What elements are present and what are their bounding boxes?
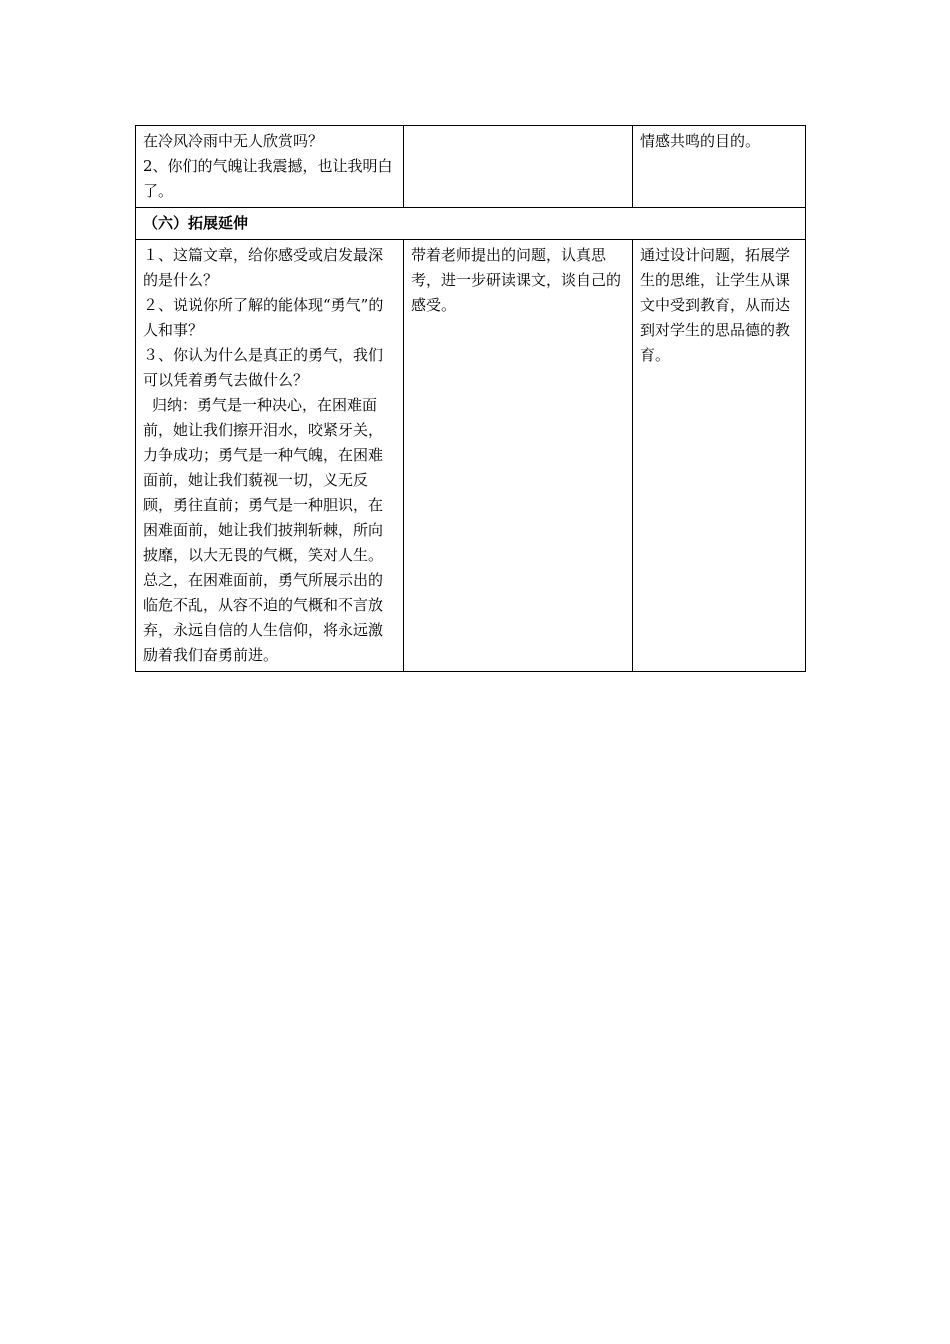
question-item: １、这篇文章，给你感受或启发最深的是什么？ bbox=[143, 246, 384, 289]
cell-text: 带着老师提出的问题，认真思考，进一步研读课文，谈自己的感受。 bbox=[411, 246, 622, 314]
student-activity-cell bbox=[404, 240, 633, 672]
table-row bbox=[136, 240, 806, 672]
cell-text: 2、你们的气魄让我震撼，也让我明白了。 bbox=[143, 157, 393, 200]
table-row bbox=[136, 126, 806, 208]
question-item: ２、说说你所了解的能体现“勇气”的人和事？ bbox=[143, 296, 384, 339]
lesson-plan-table bbox=[135, 125, 806, 672]
cell-text: 通过设计问题，拓展学生的思维，让学生从课文中受到教育，从而达到对学生的思品德的教育。 bbox=[640, 246, 791, 364]
summary-paragraph: 归纳：勇气是一种决心，在困难面前，她让我们擦开泪水，咬紧牙关，力争成功；勇气是一种气魄，在困难面前，她让我们藐视一切，义无反顾，勇往直前；勇气是一种胆识，在困难面前，她让我们披荆斩棘，所向披靡，以大无畏的气概，笑对人生。总之，在困难面前，勇气所展示出的临危不乱，从容不迫的气概和不言放弃，永远自信的人生信仰，将永远激励着我们奋勇前进。 bbox=[143, 396, 384, 664]
section-header-row bbox=[136, 208, 806, 240]
design-intent-cell bbox=[633, 240, 806, 672]
teacher-activity-cell bbox=[136, 126, 404, 208]
cell-text: 情感共鸣的目的。 bbox=[640, 132, 761, 150]
question-item: ３、你认为什么是真正的勇气，我们可以凭着勇气去做什么？ bbox=[143, 346, 384, 389]
design-intent-cell bbox=[633, 126, 806, 208]
teacher-activity-cell bbox=[136, 240, 404, 672]
cell-text: 在冷风冷雨中无人欣赏吗？ bbox=[143, 132, 324, 150]
student-activity-cell bbox=[404, 126, 633, 208]
section-title: （六）拓展延伸 bbox=[136, 208, 806, 240]
